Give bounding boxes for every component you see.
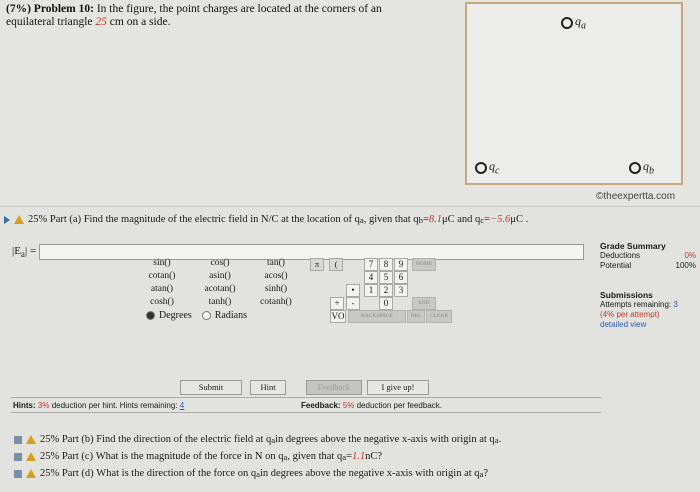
- deductions-value: 0%: [684, 251, 696, 260]
- part-b-text3: .: [498, 434, 502, 445]
- part-c-text2: , given that q: [287, 451, 343, 462]
- part-a-label: Part (a): [49, 214, 82, 225]
- fn-cos[interactable]: cos(): [210, 258, 230, 268]
- part-c-label: Part (c): [61, 451, 94, 462]
- del-button[interactable]: DEL: [407, 310, 425, 323]
- part-d-label: Part (d): [61, 468, 94, 479]
- part-a-qc-eq: =: [484, 214, 491, 225]
- problem-text-line2a: equilateral triangle: [6, 16, 93, 28]
- part-b-label: Part (b): [61, 434, 94, 445]
- collapsed-part-icon: [14, 453, 22, 461]
- submissions-title: Submissions: [600, 290, 653, 300]
- hints-label: Hints:: [13, 401, 36, 410]
- num-7[interactable]: 7: [364, 258, 378, 271]
- attempts-value: 3: [673, 300, 678, 309]
- submissions-box: [600, 290, 696, 330]
- home-button[interactable]: HOME: [412, 258, 436, 271]
- charge-qc: [475, 159, 499, 176]
- grade-summary-title: Grade Summary: [600, 241, 666, 251]
- charge-qa-icon: [561, 17, 573, 29]
- problem-text-line1: In the figure, the point charges are located at the corners of an: [96, 3, 382, 15]
- fn-acotan[interactable]: acotan(): [204, 284, 236, 294]
- part-d-percent: 25%: [40, 468, 60, 479]
- part-a-heading: [4, 214, 528, 225]
- grade-summary: [600, 241, 696, 271]
- num-1[interactable]: 1: [364, 284, 378, 297]
- radians-radio[interactable]: [202, 311, 211, 320]
- part-c-percent: 25%: [40, 451, 60, 462]
- part-d-text: What is the direction of the force on q: [96, 468, 257, 479]
- part-b-text2: in degrees above the negative x-axis with origin at q: [275, 434, 495, 445]
- collapsed-part-icon: [14, 470, 22, 478]
- radians-label: Radians: [214, 310, 247, 321]
- hints-remaining: 4: [179, 401, 185, 410]
- num-4[interactable]: 4: [364, 271, 378, 284]
- qb-value: 8.1: [428, 214, 442, 225]
- fn-sinh[interactable]: sinh(): [264, 284, 288, 294]
- fn-sin[interactable]: sin(): [153, 258, 171, 268]
- part-d-text2: in degrees above the negative x-axis with origin at q: [259, 468, 480, 479]
- part-d-sub2: a: [479, 468, 484, 479]
- lparen-button[interactable]: (: [329, 258, 343, 271]
- part-a-qb-eq: =: [422, 214, 429, 225]
- feedback-text: deduction per feedback.: [356, 401, 443, 410]
- problem-statement: [6, 3, 446, 29]
- fn-tanh[interactable]: tanh(): [208, 297, 232, 307]
- fn-tan[interactable]: tan(): [267, 258, 285, 268]
- feedback-button[interactable]: Feedback: [306, 380, 362, 395]
- charge-qb-icon: [629, 162, 641, 174]
- backspace-button[interactable]: BACKSPACE: [348, 310, 406, 323]
- warning-icon: [26, 452, 36, 461]
- submit-button[interactable]: Submit: [180, 380, 242, 395]
- feedback-info: [301, 401, 442, 410]
- part-c-text4: nC?: [365, 451, 383, 462]
- clear-button[interactable]: CLEAR: [426, 310, 452, 323]
- num-9[interactable]: 9: [394, 258, 408, 271]
- answer-label-sub: a: [20, 249, 25, 260]
- part-a-sub-b: b: [418, 214, 423, 225]
- part-c-text3: =: [346, 451, 353, 462]
- answer-label-end: | =: [25, 244, 37, 257]
- warning-icon: [26, 435, 36, 444]
- part-a-sub-c: c: [480, 214, 485, 225]
- part-a-sub-a: a: [359, 214, 364, 225]
- part-a-percent: 25%: [28, 214, 48, 225]
- part-b-text: Find the direction of the electric field at q: [96, 434, 272, 445]
- qc-value: −5.6: [490, 214, 511, 225]
- plus-button[interactable]: +: [330, 297, 344, 310]
- num-2[interactable]: 2: [379, 284, 393, 297]
- fn-acos[interactable]: acos(): [264, 271, 288, 281]
- part-d-sub1: a: [256, 468, 260, 479]
- num-0[interactable]: 0: [379, 297, 393, 310]
- part-b-heading[interactable]: [14, 434, 501, 445]
- dot-button[interactable]: •: [346, 284, 360, 297]
- answer-label-text: |E: [12, 244, 21, 257]
- hints-text: deduction per hint. Hints remaining:: [51, 401, 178, 410]
- deductions-label: Deductions: [600, 251, 641, 260]
- charge-qc-label: q: [489, 159, 495, 173]
- fn-atan[interactable]: atan(): [150, 284, 174, 294]
- potential-label: Potential: [600, 261, 632, 270]
- pi-button[interactable]: π: [310, 258, 324, 271]
- vo-button[interactable]: VO: [331, 311, 345, 321]
- part-d-text3: ?: [483, 468, 489, 479]
- problem-percent: (7%): [6, 3, 31, 15]
- hint-button[interactable]: Hint: [250, 380, 286, 395]
- num-8[interactable]: 8: [379, 258, 393, 271]
- triangle-figure: [465, 2, 683, 185]
- num-6[interactable]: 6: [394, 271, 408, 284]
- part-a-qb-unit: μC and q: [441, 214, 481, 225]
- end-button[interactable]: END: [412, 297, 436, 310]
- charge-qa-label: q: [575, 14, 581, 28]
- give-up-button[interactable]: I give up!: [367, 380, 429, 395]
- expand-arrow-icon[interactable]: [4, 216, 10, 224]
- potential-value: 100%: [675, 261, 696, 270]
- watermark: ©theexpertta.com: [596, 191, 676, 202]
- num-5[interactable]: 5: [379, 271, 393, 284]
- hints-info: [13, 401, 184, 410]
- fn-cotanh[interactable]: cotanh(): [260, 297, 292, 307]
- fn-asin[interactable]: asin(): [209, 271, 231, 281]
- calculator: [138, 258, 460, 366]
- per-attempt: (4% per attempt): [600, 310, 660, 319]
- qa-value: 1.1: [352, 451, 366, 462]
- part-c-text: What is the magnitude of the force in N on q: [95, 451, 284, 462]
- fn-cotan[interactable]: cotan(): [148, 271, 176, 281]
- part-a-text: Find the magnitude of the electric field in N/C at the location of q: [83, 214, 360, 225]
- attempts-label: Attempts remaining:: [600, 300, 672, 309]
- part-a-text-mid: , given that q: [363, 214, 419, 225]
- side-length-value: 25: [95, 16, 107, 28]
- charge-qa-sub: a: [581, 20, 586, 32]
- problem-text-line2b: cm on a side.: [109, 16, 171, 28]
- hint-feedback-bar: [11, 397, 601, 413]
- problem-title: Problem 10:: [33, 3, 94, 15]
- part-b-percent: 25%: [40, 434, 60, 445]
- charge-qc-icon: [475, 162, 487, 174]
- fn-cosh[interactable]: cosh(): [150, 297, 174, 307]
- part-b-sub2: a: [494, 434, 499, 445]
- collapsed-part-icon: [14, 436, 22, 444]
- part-b-sub1: a: [271, 434, 276, 445]
- num-3[interactable]: 3: [394, 284, 408, 297]
- charge-qb: [629, 159, 654, 176]
- hints-pct: 3%: [37, 401, 50, 410]
- warning-icon: [14, 215, 24, 224]
- part-d-heading[interactable]: [14, 468, 488, 479]
- answer-label: [12, 245, 36, 259]
- feedback-pct: 5%: [342, 401, 355, 410]
- degrees-radio[interactable]: [146, 311, 155, 320]
- part-c-sub1: a: [283, 451, 288, 462]
- detailed-view-link[interactable]: detailed view: [600, 320, 647, 329]
- charge-qb-sub: b: [649, 165, 654, 177]
- degrees-label: Degrees: [159, 310, 192, 321]
- angle-mode: [146, 310, 247, 321]
- feedback-label: Feedback:: [301, 401, 341, 410]
- charge-qb-label: q: [643, 159, 649, 173]
- warning-icon: [26, 469, 36, 478]
- part-c-sub2: a: [342, 451, 347, 462]
- charge-qa: [561, 14, 586, 31]
- charge-qc-sub: c: [495, 165, 500, 177]
- part-c-heading[interactable]: [14, 451, 382, 462]
- minus-button[interactable]: -: [346, 297, 360, 310]
- part-a-qc-unit: μC .: [510, 214, 529, 225]
